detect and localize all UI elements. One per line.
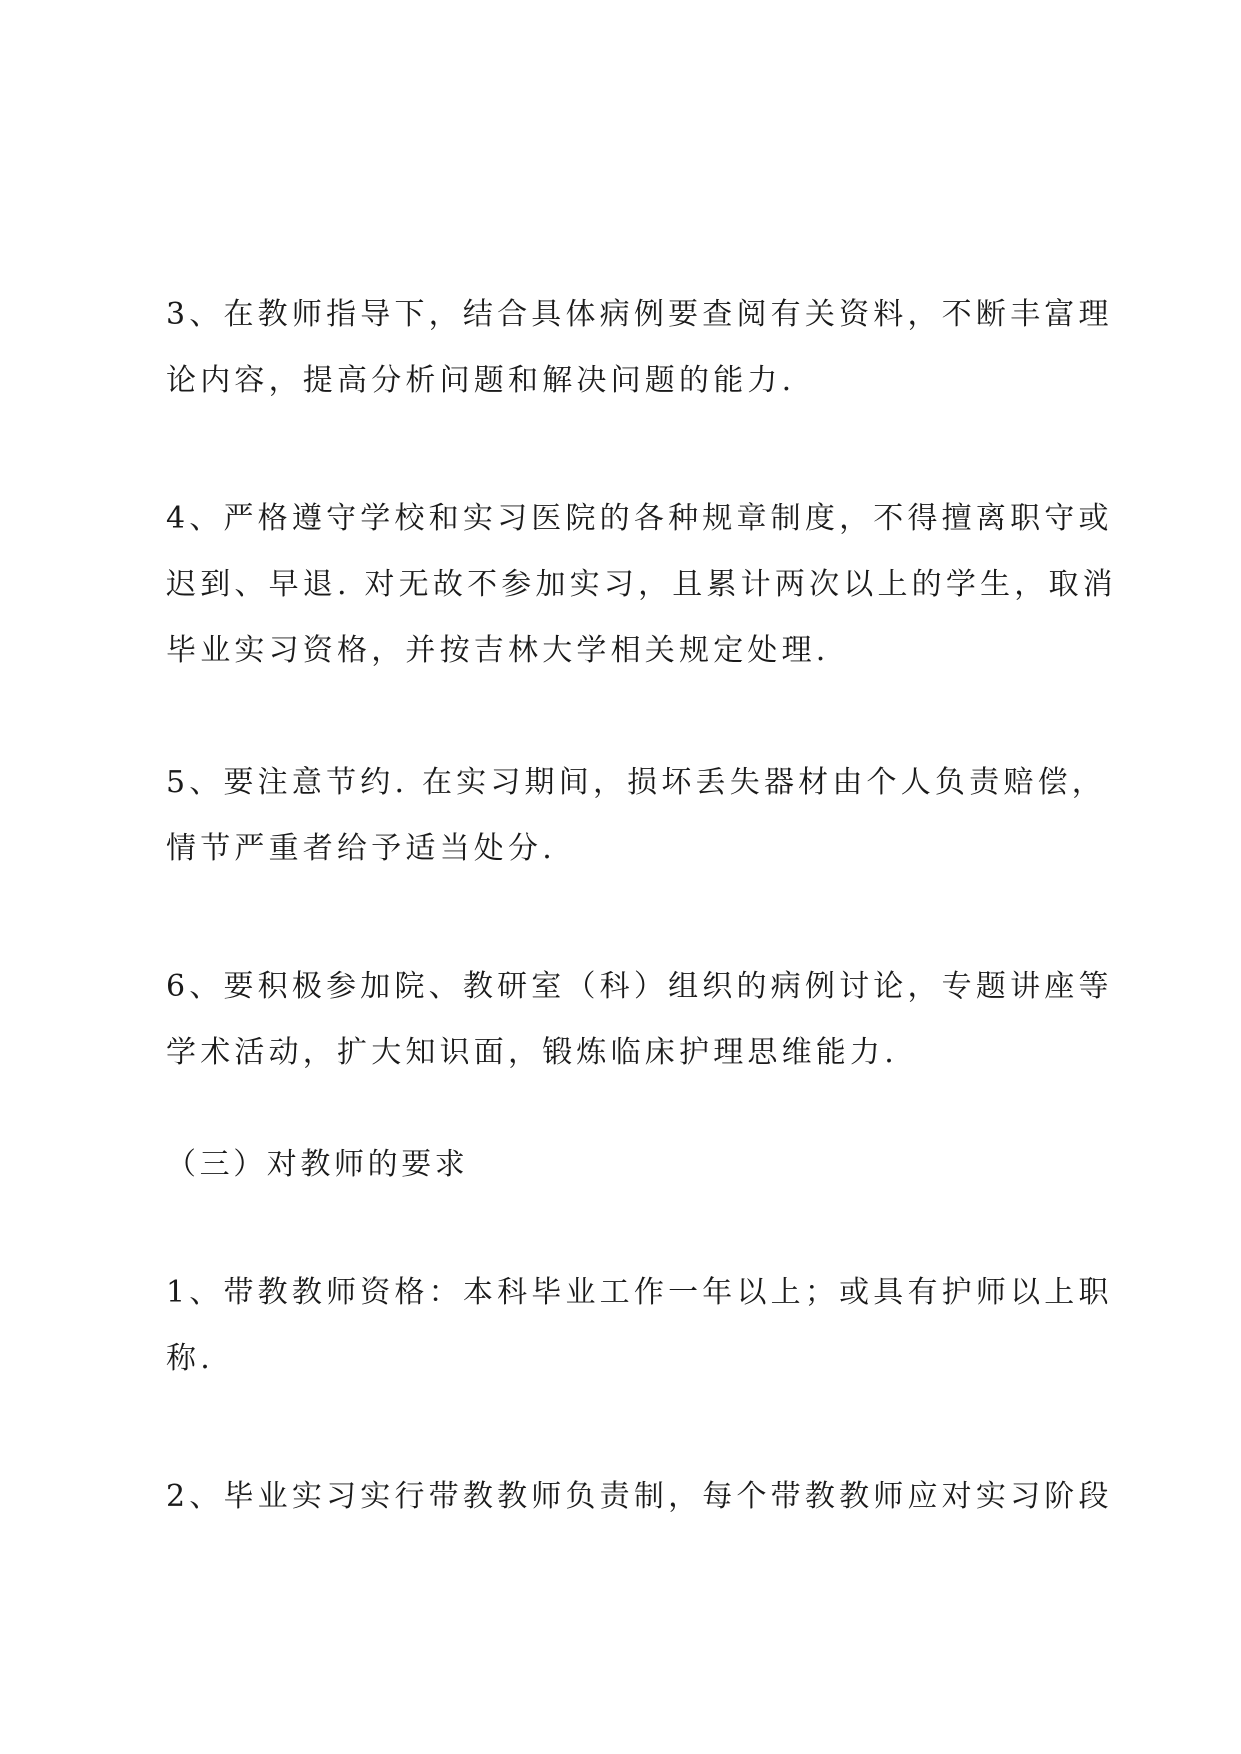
section-heading-text: （三）对教师的要求 <box>166 1147 469 1182</box>
text-line: 情节严重者给予适当处分. <box>166 831 556 866</box>
text-line: 5、要注意节约. 在实习期间，损坏丢失器材由个人负责赔偿， <box>166 765 1106 800</box>
paragraph-item-5 <box>166 750 1106 882</box>
section-heading <box>166 1132 1096 1198</box>
text-line: 论内容，提高分析问题和解决问题的能力. <box>166 363 796 398</box>
text-line: 1、带教教师资格：本科毕业工作一年以上；或具有护师以上职 <box>166 1275 1113 1310</box>
text-line: 3、在教师指导下，结合具体病例要查阅有关资料，不断丰富理 <box>166 297 1113 332</box>
text-line: 2、毕业实习实行带教教师负责制，每个带教教师应对实习阶段 <box>166 1479 1113 1514</box>
paragraph-item-4 <box>166 486 1117 684</box>
text-line: 称. <box>166 1341 214 1376</box>
text-line: 学术活动，扩大知识面，锻炼临床护理思维能力. <box>166 1035 898 1070</box>
text-line: 迟到、早退. 对无故不参加实习，且累计两次以上的学生，取消 <box>166 567 1117 602</box>
paragraph-item-3 <box>166 282 1113 414</box>
text-line: 毕业实习资格，并按吉林大学相关规定处理. <box>166 633 830 668</box>
paragraph-item-6 <box>166 954 1113 1086</box>
text-line: 4、严格遵守学校和实习医院的各种规章制度，不得擅离职守或 <box>166 501 1113 536</box>
paragraph-item-1 <box>166 1260 1113 1392</box>
paragraph-item-2 <box>166 1464 1113 1530</box>
text-line: 6、要积极参加院、教研室（科）组织的病例讨论，专题讲座等 <box>166 969 1113 1004</box>
